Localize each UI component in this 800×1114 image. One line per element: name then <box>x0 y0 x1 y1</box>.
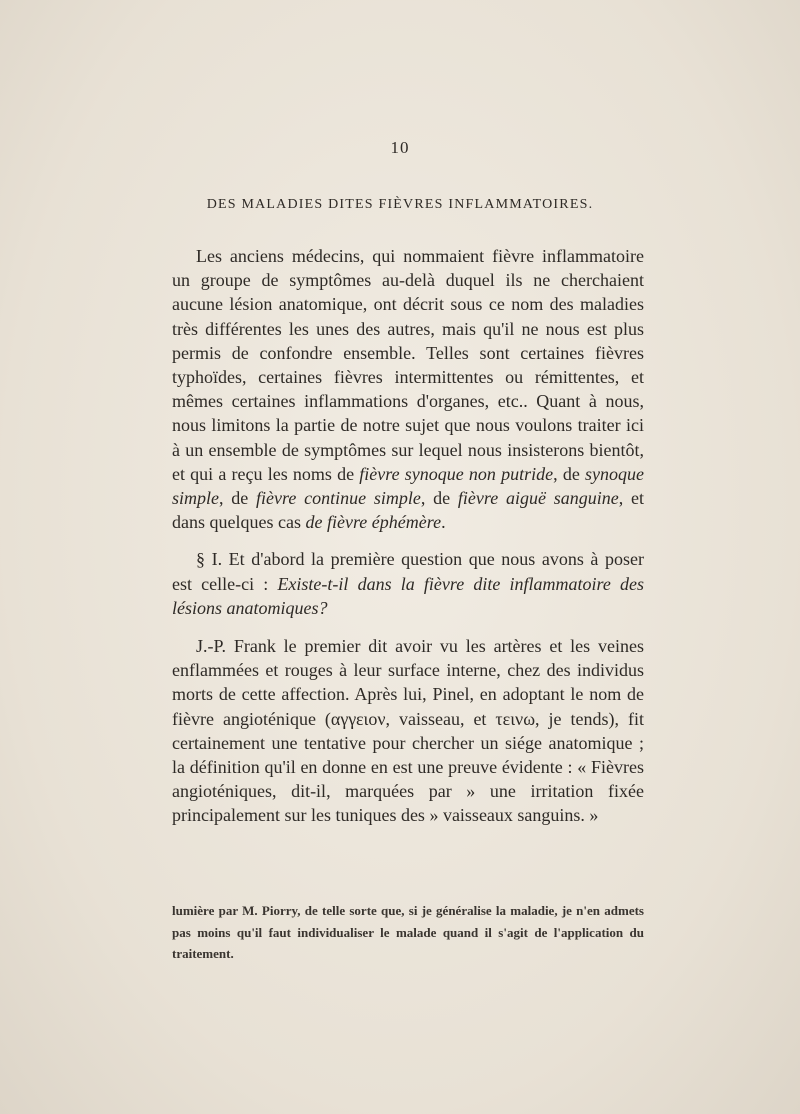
text-segment: , de <box>219 488 257 509</box>
text-segment: . <box>441 512 446 533</box>
text-segment: , de <box>420 488 458 509</box>
page-number: 10 <box>390 138 410 157</box>
italic-question: Existe-t-il dans la fièvre dite inflammatoire des lésions anatomiques? <box>172 573 644 618</box>
paragraph-3 <box>172 634 644 828</box>
paragraph-1 <box>172 244 644 534</box>
running-head: DES MALADIES DITES FIÈVRES INFLAMMATOIRES. <box>206 197 594 212</box>
italic-term: de fièvre éphémère <box>305 512 442 533</box>
text-segment: , de <box>553 463 585 484</box>
main-text <box>172 244 644 828</box>
italic-term: fièvre synoque non putride <box>359 463 554 484</box>
text-segment: , et dans quelques cas <box>172 488 644 533</box>
italic-term: synoque simple <box>172 463 644 509</box>
text-segment: J.-P. Frank le premier dit avoir vu les artères et les veines enflammées et rouges à leur surface interne, chez des individus morts de cette affection. Après lui, Pinel, en adoptant le nom de fièvre angioténique (αγγειον, vaisseau, et τεινω, je tends), fit certainement une tentative pour chercher un siége anatomique ; la définition qu'il en donne en est une preuve évidente : « Fièvres angioténiques, dit-il, marquées par » une irritation fixée principalement sur les tuniques des » vaisseaux sanguins. » <box>172 636 644 826</box>
paragraph-2 <box>172 547 644 620</box>
text-segment: § I. Et d'abord la première question que nous avons à poser est celle-ci : <box>172 549 644 594</box>
italic-term: fièvre aiguë sanguine <box>457 488 619 509</box>
footnote: lumière par M. Piorry, de telle sorte que, si je généralise la maladie, je n'en admets pas moins qu'il faut individualiser le malade quand il s'agit de l'application du traitement. <box>172 903 644 961</box>
italic-term: fièvre continue simple <box>256 488 421 509</box>
text-segment: Les anciens médecins, qui nommaient fièvre inflammatoire un groupe de symptômes au-delà duquel ils ne cherchaient aucune lésion anatomique, ont décrit sous ce nom des maladies très différentes les unes des autres, mais qu'il ne nous est plus permis de confondre ensemble. Telles sont certaines fièvres typhoïdes, certaines fièvres intermittentes ou rémittentes, et mêmes certaines inflammations d'organes, etc.. Quant à nous, nous limitons la partie de notre sujet que nous voulons traiter ici à un ensemble de symptômes sur lequel nous insisterons bientôt, et qui a reçu les noms de <box>172 246 644 484</box>
